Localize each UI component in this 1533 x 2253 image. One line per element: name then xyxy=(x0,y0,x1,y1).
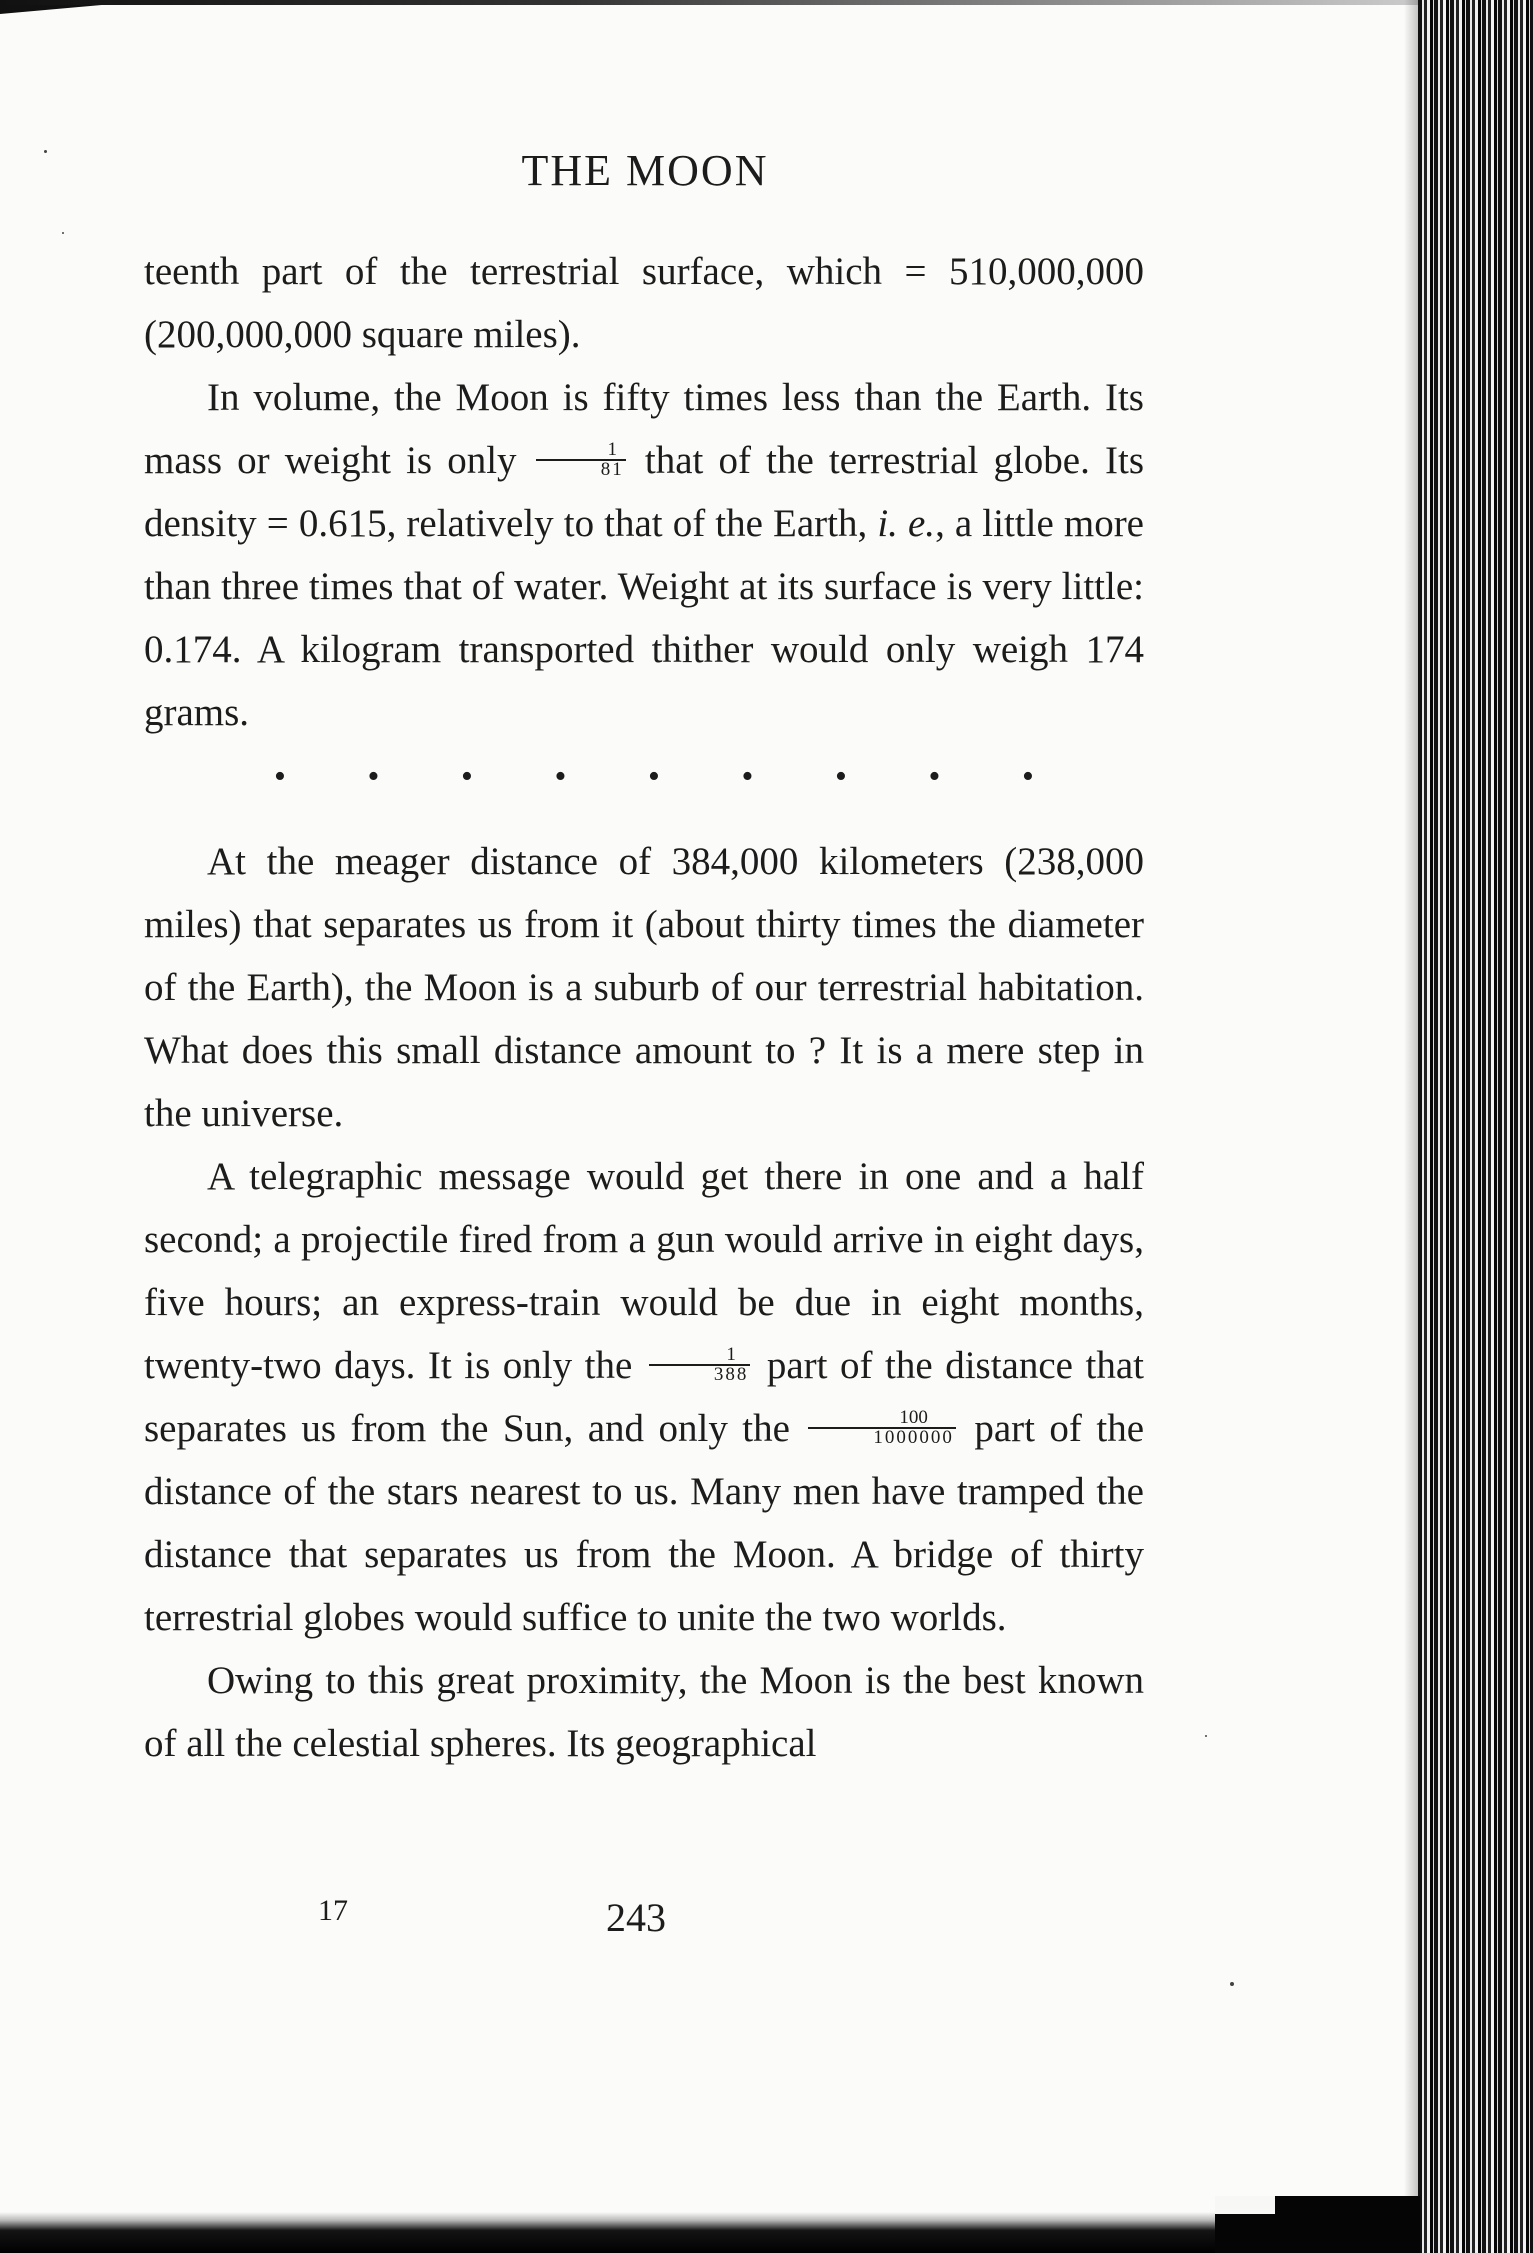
paragraph xyxy=(144,1145,1144,1649)
paragraph-text: A telegraphic message would get there in one and a half second; a projectile fired from a gun would arrive in eight days, five hours; an express-train would be due in eight months, twenty-two days. It is only the xyxy=(144,1155,1144,1387)
fraction-numerator: 100 xyxy=(808,1409,956,1429)
paragraph xyxy=(144,830,1144,1145)
paragraph xyxy=(144,240,1144,366)
section-dot: • xyxy=(461,758,473,795)
paragraph-text: part of the distance that separates us from the Sun, and only the xyxy=(144,1344,1144,1450)
scan-speck xyxy=(62,232,64,234)
fraction-sun xyxy=(649,1346,751,1384)
paragraph-text: At the meager distance of 384,000 kilometers (238,000 miles) that separates us from it (about thirty times the diameter of the Earth), the Moon is a suburb of our terrestrial habitation. What does this small distance amount to ? It is a mere step in the universe. xyxy=(144,840,1144,1135)
scan-speck xyxy=(1230,1982,1234,1986)
paragraph-text: teenth part of the terrestrial surface, which = 510,000,000 (200,000,000 square miles). xyxy=(144,250,1144,356)
scan-speck xyxy=(1205,1735,1207,1737)
body-text xyxy=(144,240,1144,1775)
section-dot: • xyxy=(554,758,567,795)
paragraph-text: that of the terrestrial globe. Its density = 0.615, relatively to that of the Earth, xyxy=(144,439,1145,545)
fraction-mass xyxy=(536,441,626,479)
scan-edge-top xyxy=(0,0,1420,5)
paragraph-text: , a little more than three times that of water. Weight at its surface is very little: 0.174. A kilogram transported thither would only weigh 174 grams. xyxy=(144,502,1144,734)
section-dot: • xyxy=(741,758,754,795)
scan-edge-notch xyxy=(1215,2196,1275,2214)
paragraph xyxy=(144,366,1144,744)
signature-mark: 17 xyxy=(318,1894,348,1927)
section-break xyxy=(144,744,1144,830)
section-dot: • xyxy=(648,758,660,795)
fraction-denominator: 1000000 xyxy=(873,1427,954,1449)
paragraph-text: In volume, the Moon is fifty times less than the Earth. Its mass or weight is only xyxy=(144,376,1144,482)
fraction-denominator: 388 xyxy=(713,1364,749,1386)
page-number: 243 xyxy=(606,1895,666,1940)
page-footer xyxy=(0,1894,1533,1954)
scan-edge-bottom xyxy=(0,2212,1225,2253)
section-dot: • xyxy=(274,758,286,795)
fraction-numerator: 1 xyxy=(649,1346,751,1366)
section-dot: • xyxy=(835,758,847,795)
fraction-numerator: 1 xyxy=(536,441,626,461)
running-head: THE MOON xyxy=(521,146,769,195)
section-dot: • xyxy=(928,758,941,795)
section-dot: • xyxy=(1022,758,1034,795)
fraction-denominator: 81 xyxy=(600,459,624,481)
paragraph-text: part of the distance of the stars nearest to us. Many men have tramped the distance that separates us from the Moon. A bridge of thirty terrestrial globes would suffice to unite the two worlds. xyxy=(144,1407,1145,1639)
section-dot: • xyxy=(367,758,380,795)
italic-abbreviation: i. e. xyxy=(877,502,936,545)
paragraph-text: Owing to this great proximity, the Moon is the best known of all the celestial spheres. Its geographical xyxy=(144,1659,1144,1765)
paragraph xyxy=(144,1649,1144,1775)
fraction-stars xyxy=(808,1409,956,1447)
